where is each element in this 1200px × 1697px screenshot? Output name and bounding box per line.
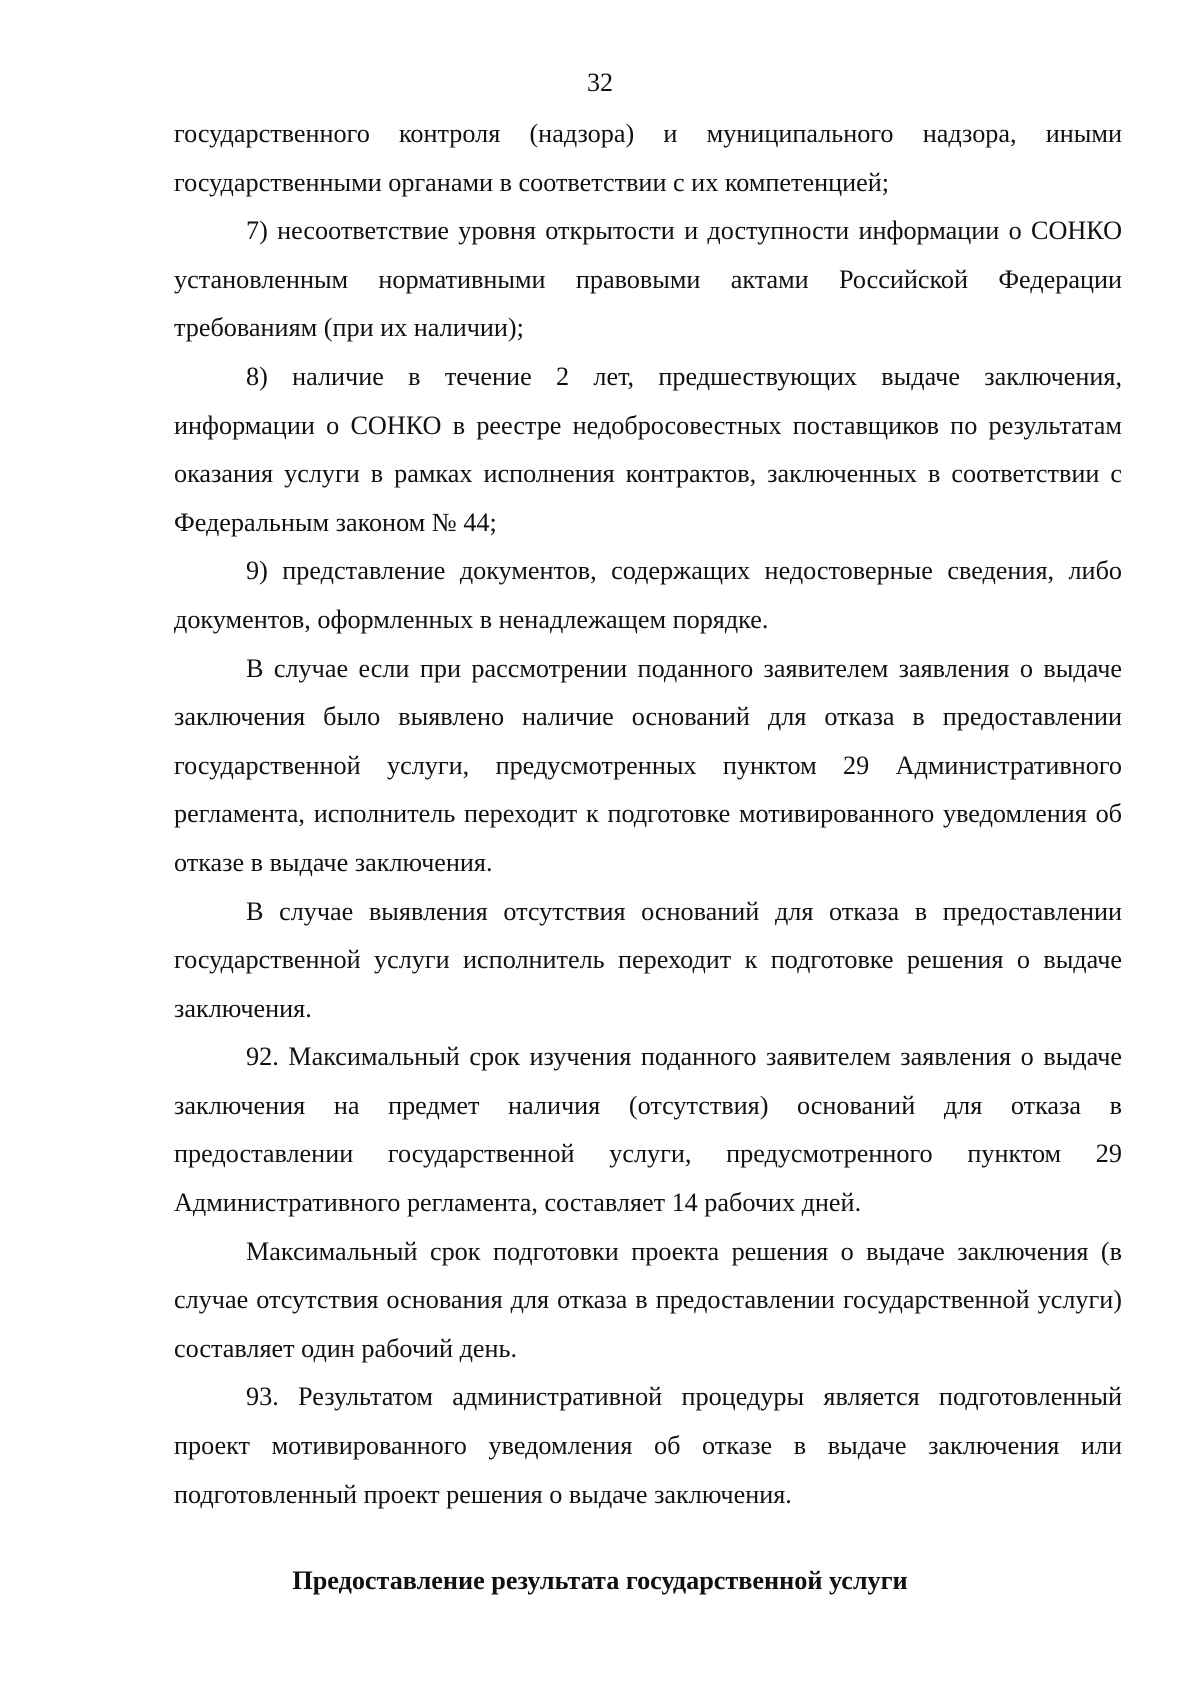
- page-number: 32: [587, 68, 613, 97]
- paragraph-92: 92. Максимальный срок изучения поданного заявителем заявления о выдаче заключения на предмет наличия (отсутствия) оснований для отказа в предоставлении государственной услуги, предусмотренного пунктом 29 Административного регламента, составляет 14 рабочих дней.: [174, 1042, 1122, 1218]
- paragraph-item-7: 7) несоответствие уровня открытости и доступности информации о СОНКО установленным нормативными правовыми актами Российской Федерации требованиям (при их наличии);: [174, 216, 1122, 343]
- paragraph-item-9: 9) представление документов, содержащих недостоверные сведения, либо документов, оформленных в ненадлежащем порядке.: [174, 556, 1122, 634]
- section-heading: Предоставление результата государственной услуги: [292, 1566, 908, 1595]
- paragraph-continuation: государственного контроля (надзора) и муниципального надзора, иными государственными органами в соответствии с их компетенцией;: [174, 119, 1122, 197]
- paragraph-refusal-case: В случае если при рассмотрении поданного заявителем заявления о выдаче заключения было выявлено наличие оснований для отказа в предоставлении государственной услуги, предусмотренных пунктом 29 Административного регламента, исполнитель переходит к подготовке мотивированного уведомления об отказе в выдаче заключения.: [174, 653, 1122, 877]
- paragraph-93: 93. Результатом административной процедуры является подготовленный проект мотивированного уведомления об отказе в выдаче заключения или подготовленный проект решения о выдаче заключения.: [174, 1382, 1122, 1509]
- document-body: [174, 110, 1122, 1519]
- paragraph-item-8: 8) наличие в течение 2 лет, предшествующих выдаче заключения, информации о СОНКО в реестре недобросовестных поставщиков по результатам оказания услуги в рамках исполнения контрактов, заключенных в соответствии с Федеральным законом № 44;: [174, 361, 1122, 537]
- paragraph-max-term: Максимальный срок подготовки проекта решения о выдаче заключения (в случае отсутствия основания для отказа в предоставлении государственной услуги) составляет один рабочий день.: [174, 1236, 1122, 1363]
- paragraph-no-grounds-case: В случае выявления отсутствия оснований для отказа в предоставлении государственной услуги исполнитель переходит к подготовке решения о выдаче заключения.: [174, 896, 1122, 1023]
